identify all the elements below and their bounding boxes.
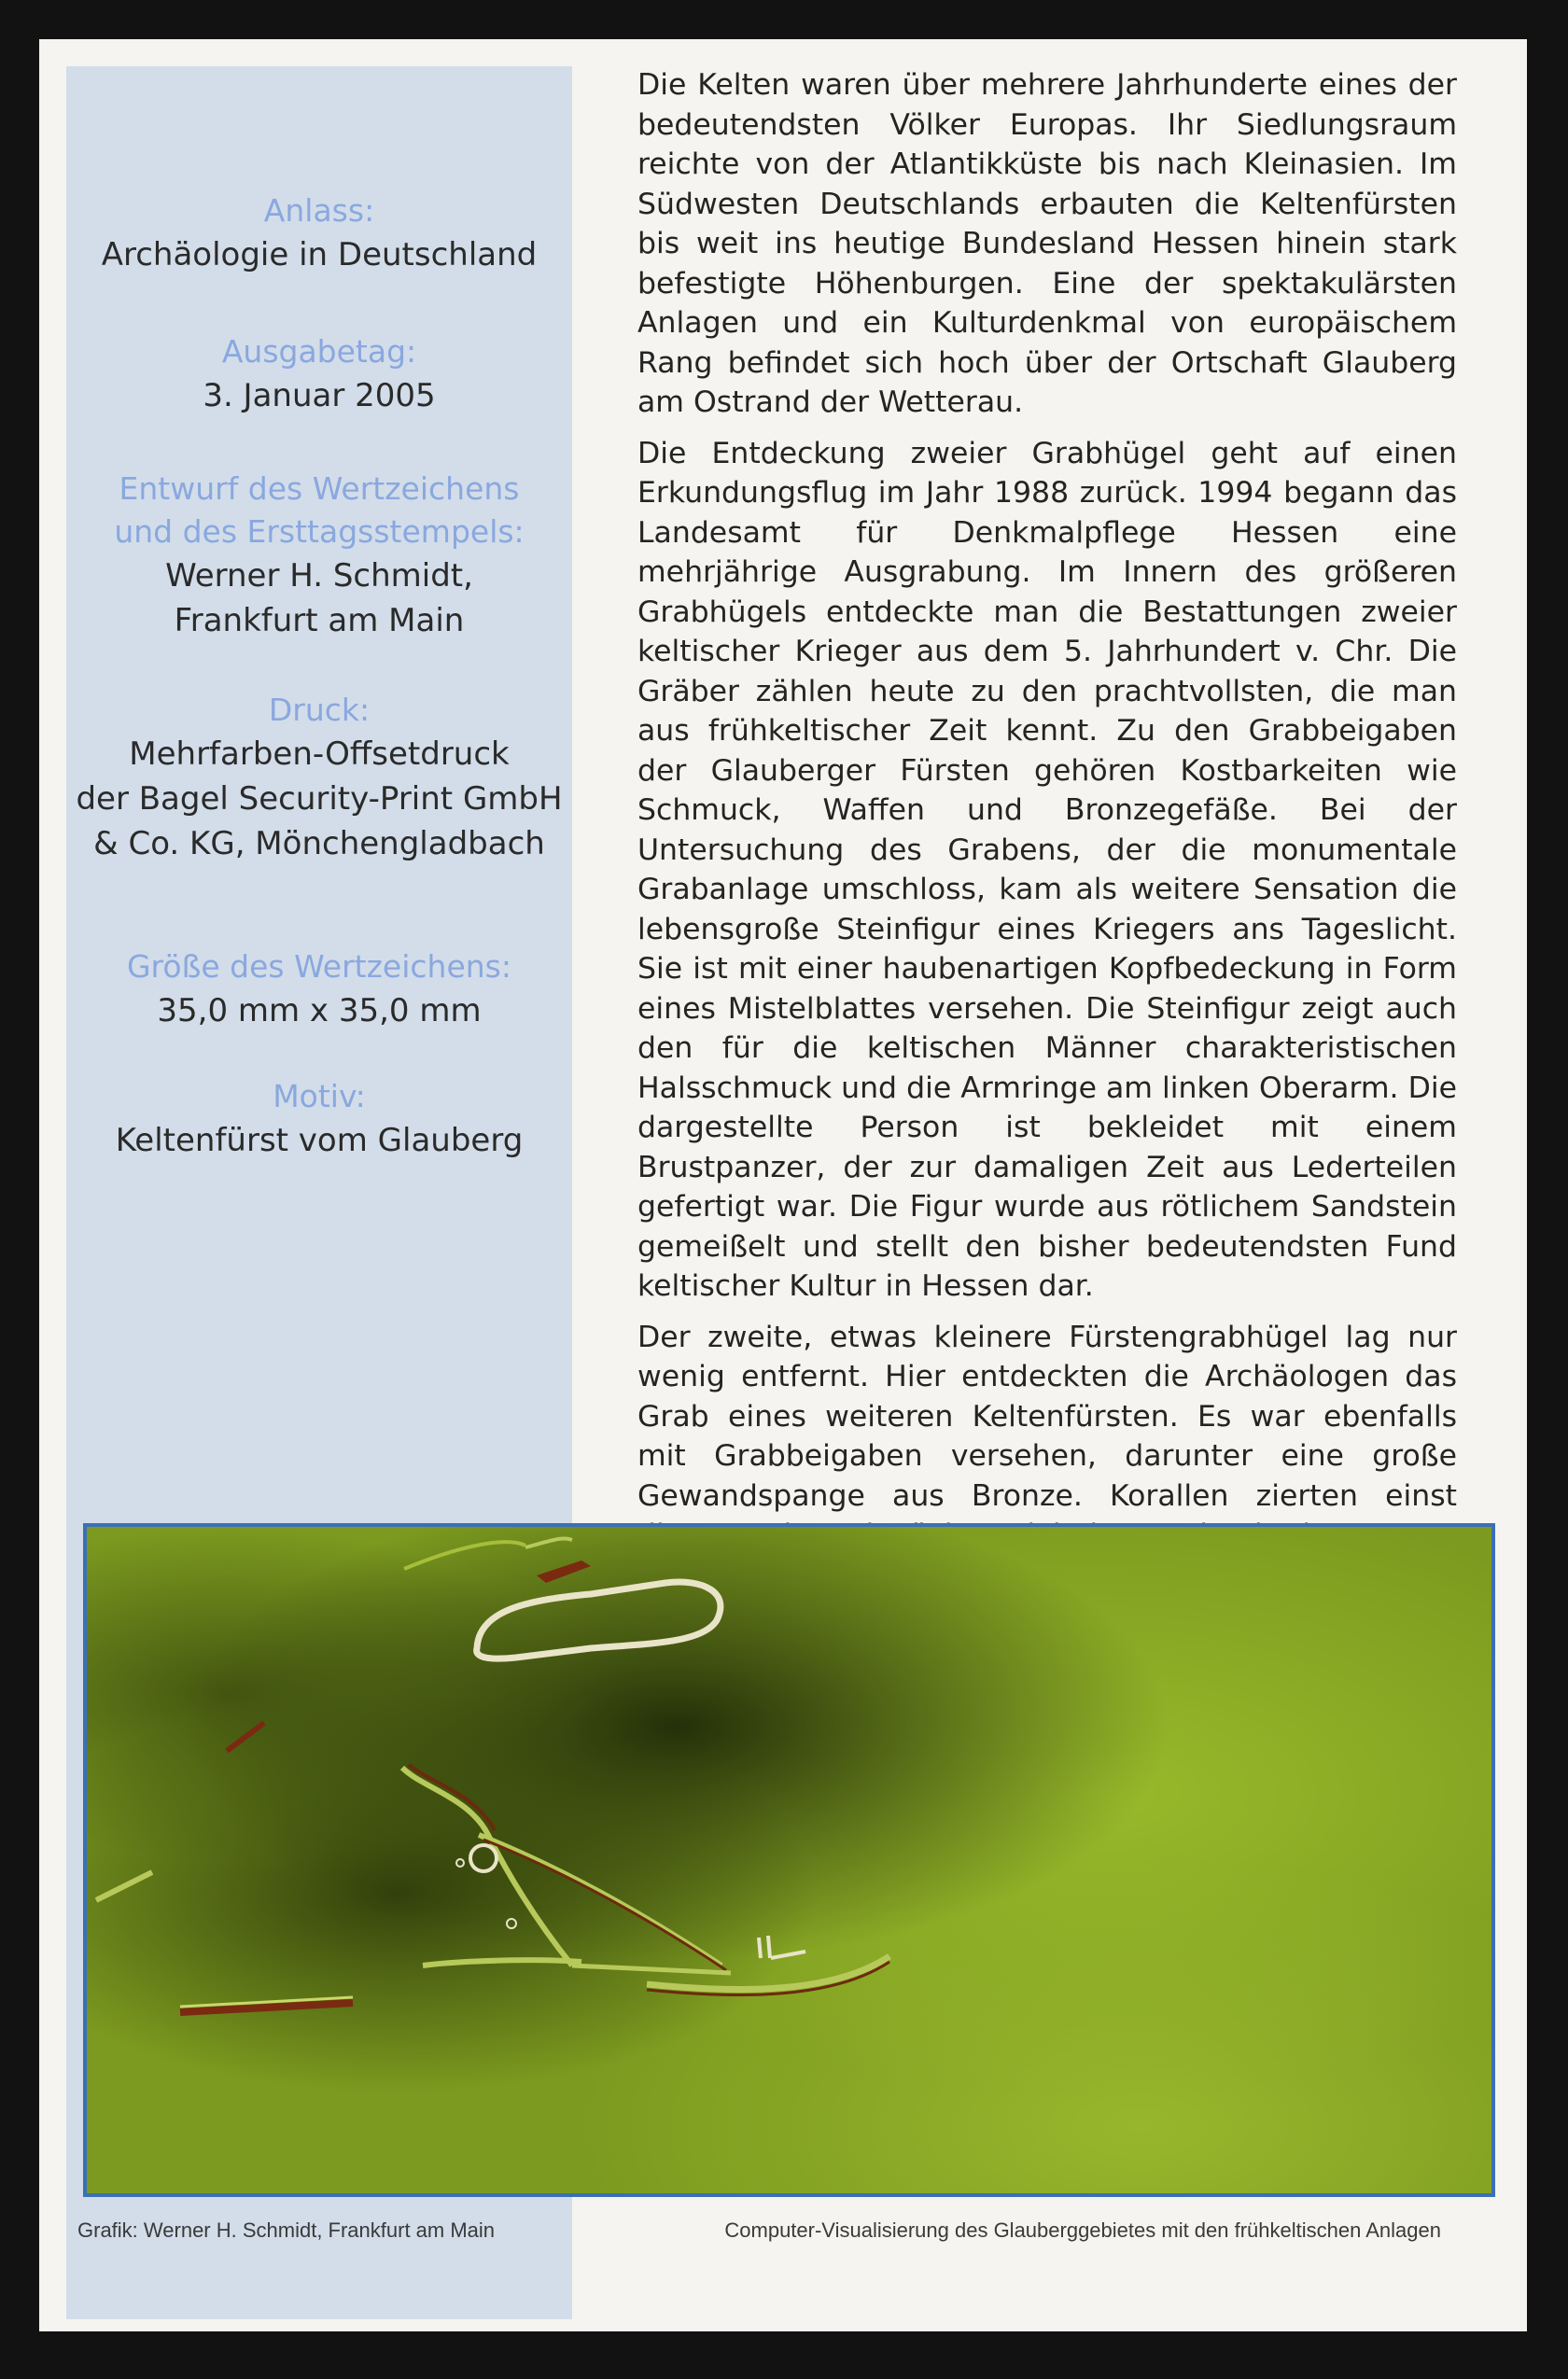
stamp-size-label: Größe des Wertzeichens:: [126, 948, 511, 985]
figure-credit: Grafik: Werner H. Schmidt, Frankfurt am Main: [77, 2218, 496, 2242]
figure-caption: Computer-Visualisierung des Glauberggebietes mit den frühkeltischen Anlagen: [724, 2218, 1441, 2242]
article-text: [637, 65, 1457, 1606]
printing-block: [66, 689, 572, 866]
issue-date-block: [66, 330, 572, 418]
article-paragraph-1: Die Kelten waren über mehrere Jahrhunderte eines der bedeutendsten Völker Europas. Ihr Siedlungsraum reichte von der Atlantikküste bis nach Kleinasien. Im Südwesten Deutschlands erbauten die Keltenfürsten bis weit ins heutige Bundesland Hessen hinein stark befestigte Höhenburgen. Eine der spektakulärsten Anlagen und ein Kulturdenkmal von europäischem Rang befindet sich hoch über der Ortschaft Glauberg am Ostrand der Wetterau.: [637, 68, 1457, 419]
motif-block: [66, 1075, 572, 1163]
article-paragraph-2: Die Entdeckung zweier Grabhügel geht auf einen Erkundungsflug im Jahr 1988 zurück. 1994 begann das Landesamt für Denkmalpflege Hessen eine mehrjährige Ausgrabung. Im Innern des größeren Grabhügels entdeckte man die Bestattungen zweier keltischer Krieger aus dem 5. Jahrhundert v. Chr. Die Gräber zählen heute zu den prachtvollsten, die man aus frühkeltischer Zeit kennt. Zu den Grabbeigaben der Glauberger Fürsten gehören Kostbarkeiten wie Schmuck, Waffen und Bronzegefäße. Bei der Untersuchung des Grabens, der die monumentale Grabanlage umschloss, kam als weitere Sensation die lebensgroße Steinfigur eines Kriegers ans Tageslicht. Sie ist mit einer haubenartigen Kopfbedeckung in Form eines Mistelblattes versehen. Die Steinfigur zeigt auch den für die keltischen Männer charakteristischen Halsschmuck und die Armringe am linken Oberarm. Die dargestellte Person ist bekleidet mit einem Brustpanzer, der zur damaligen Zeit aus Lederteilen gefertigt war. Die Figur wurde aus rötlichem Sandstein gemeißelt und stellt den bisher bedeutendsten Fund keltischer Kultur in Hessen dar.: [637, 436, 1457, 1303]
occasion-label: Anlass:: [263, 192, 375, 229]
printing-label: Druck:: [268, 692, 371, 728]
stamp-size-block: [66, 945, 572, 1033]
motif-label: Motiv:: [273, 1078, 366, 1114]
terrain-image: [87, 1527, 1491, 2193]
brochure-page: [39, 39, 1527, 2331]
design-label: Entwurf des Wertzeichens: [119, 470, 520, 507]
design-label-line2: und des Ersttagsstempels:: [114, 513, 525, 550]
printing-method: Mehrfarben-Offsetdruck: [129, 735, 510, 773]
article-paragraph-3: Der zweite, etwas kleinere Fürstengrabhügel lag nur wenig entfernt. Hier entdeckten die Archäologen das Grab eines weiteren Keltenfürsten. Es war ebenfalls mit Grabbeigaben versehen, darunter eine große Gewandspange aus Bronze. Korallen zierten einst: [637, 1320, 1457, 1513]
motif-value: Keltenfürst vom Glauberg: [115, 1122, 524, 1159]
printer-location: & Co. KG, Mönchengladbach: [93, 825, 545, 862]
stamp-size-value: 35,0 mm x 35,0 mm: [157, 992, 482, 1029]
terrain-shadow-3: [87, 1527, 1491, 2193]
glauberg-visualization: [83, 1523, 1495, 2197]
issue-date-value: 3. Januar 2005: [203, 377, 436, 414]
designer-city: Frankfurt am Main: [174, 602, 465, 639]
designer-name: Werner H. Schmidt,: [165, 557, 473, 595]
printer-name: der Bagel Security-Print GmbH: [76, 780, 563, 818]
design-block: [66, 468, 572, 643]
occasion-value: Archäologie in Deutschland: [101, 236, 538, 273]
occasion-block: [66, 189, 572, 277]
issue-date-label: Ausgabetag:: [221, 333, 417, 370]
